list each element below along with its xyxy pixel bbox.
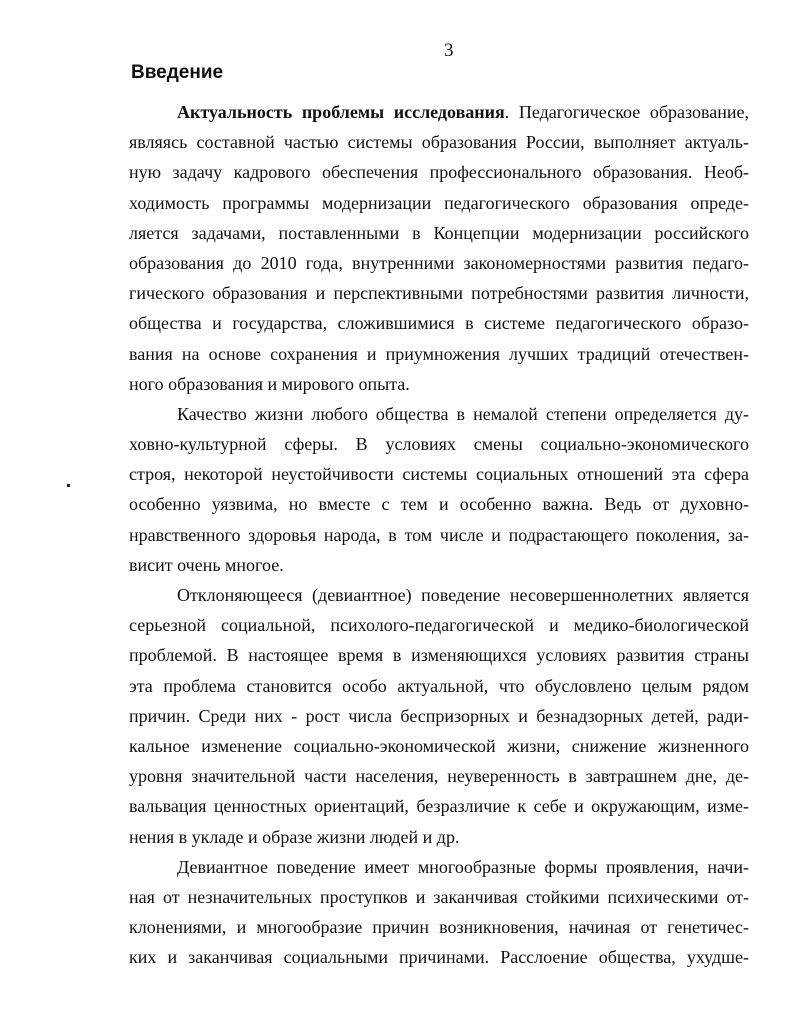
text-line xyxy=(129,97,749,127)
section-heading: Введение xyxy=(131,62,224,83)
text-line: ляется задачами, поставленными в Концепции модернизации российского xyxy=(129,222,749,243)
text-line-tail: . Педагогическое образование, xyxy=(504,102,749,122)
text-line: серьезной социальной, психолого-педагогической и медико-биологической xyxy=(129,615,749,636)
text-line: ного образования и мирового опыта. xyxy=(129,373,410,394)
text-line: ходимость программы модернизации педагогического образования опреде- xyxy=(129,192,749,213)
page-number: 3 xyxy=(444,40,454,61)
text-line: строя, некоторой неустойчивости системы социальных отношений эта сфера xyxy=(129,464,749,485)
text-line: Качество жизни любого общества в немалой степени определяется ду- xyxy=(177,403,749,424)
text-line: проблемой. В настоящее время в изменяющихся условиях развития страны xyxy=(129,645,749,666)
text-line: Отклоняющееся (девиантное) поведение несовершеннолетних является xyxy=(177,585,749,605)
scan-mark xyxy=(67,484,70,487)
text-line: вальвация ценностных ориентаций, безразличие к себе и окружающим, изме- xyxy=(129,796,749,817)
body-text xyxy=(129,97,749,972)
text-line: являясь составной частью системы образования России, выполняет актуаль- xyxy=(129,132,749,153)
text-line: вания на основе сохранения и приумножения лучших традиций отечествен- xyxy=(129,343,749,364)
text-line: причин. Среди них - рост числа беспризорных и безнадзорных детей, ради- xyxy=(129,705,749,726)
text-line: нения в укладе и образе жизни людей и др. xyxy=(129,826,460,847)
paragraph-deviant-behavior xyxy=(129,580,749,852)
text-line: ких и заканчивая социальными причинами. Расслоение общества, ухудше- xyxy=(129,947,749,968)
text-line: ховно-культурной сферы. В условиях смены социально-экономического xyxy=(129,434,749,455)
bold-lead: Актуальность проблемы исследования xyxy=(177,102,505,122)
paragraph-quality-of-life xyxy=(129,399,749,580)
text-line: Девиантное поведение имеет многообразные формы проявления, начи- xyxy=(177,856,749,877)
text-line: ную задачу кадрового обеспечения профессионального образования. Необ- xyxy=(129,162,749,183)
text-line: кальное изменение социально-экономической жизни, снижение жизненного xyxy=(129,735,749,756)
text-line: уровня значительной части населения, неуверенность в завтрашнем дне, де- xyxy=(129,766,749,787)
text-line: ная от незначительных проступков и заканчивая стойкими психическими от- xyxy=(129,886,749,907)
text-line: общества и государства, сложившимися в системе педагогического образо- xyxy=(129,313,749,334)
text-line: клонениями, и многообразие причин возникновения, начиная от генетичес- xyxy=(129,917,749,938)
paragraph-forms xyxy=(129,852,749,973)
text-line: гического образования и перспективными потребностями развития личности, xyxy=(129,283,749,304)
text-line: особенно уязвима, но вместе с тем и особенно важна. Ведь от духовно- xyxy=(129,494,749,515)
paragraph-relevance xyxy=(129,97,749,399)
text-line: висит очень многое. xyxy=(129,554,284,575)
text-line: нравственного здоровья народа, в том числе и подрастающего поколения, за- xyxy=(129,524,749,545)
text-line: эта проблема становится особо актуальной, что обусловлено целым рядом xyxy=(129,675,749,696)
text-line: образования до 2010 года, внутренними закономерностями развития педаго- xyxy=(129,252,749,273)
